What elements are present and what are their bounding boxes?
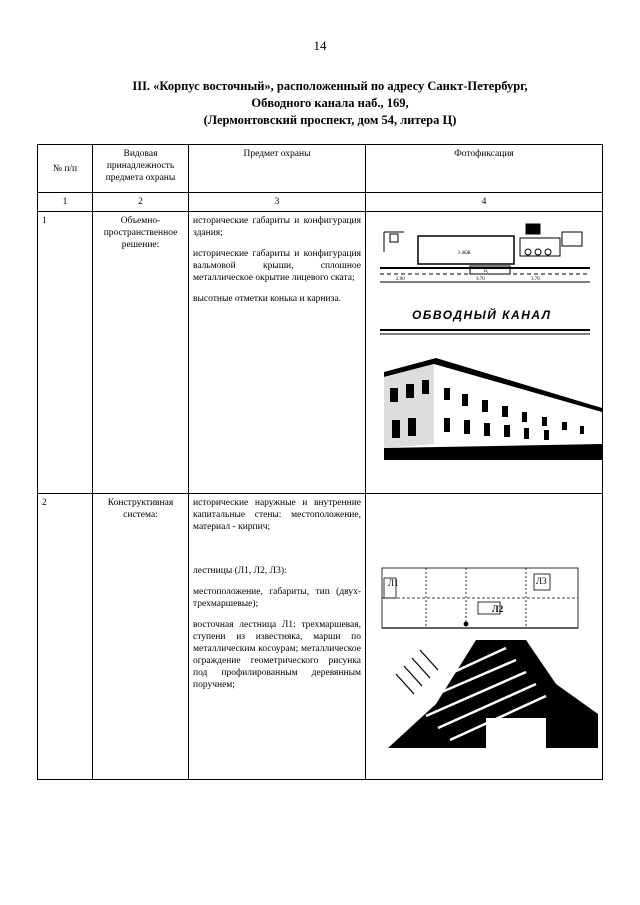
col-number: 2 bbox=[93, 193, 189, 212]
svg-text:2.90: 2.90 bbox=[396, 277, 405, 282]
row-type: Конструктивная система: bbox=[93, 494, 189, 780]
row-photo bbox=[366, 494, 603, 780]
subject-item: исторические габариты и конфигурация вальмовой крыши, сплошное металлическое окрытие лицевого ската; bbox=[193, 249, 361, 283]
heading-line-3: (Лермонтовский проспект, дом 54, литера Ц) bbox=[203, 113, 457, 127]
svg-text:Ц: Ц bbox=[484, 269, 488, 274]
stair-label: Л3 bbox=[536, 576, 547, 586]
subject-item: исторические наружные и внутренние капитальные стены: местоположение, материал - кирпич; bbox=[193, 498, 361, 532]
table-row bbox=[38, 212, 603, 494]
column-number-row bbox=[38, 193, 603, 212]
canal-label: ОБВОДНЫЙ КАНАЛ bbox=[412, 308, 552, 322]
svg-text:3.70: 3.70 bbox=[531, 277, 540, 282]
document-heading bbox=[60, 78, 600, 129]
header-photo: Фотофиксация bbox=[366, 145, 603, 193]
header-num: № п/п bbox=[38, 145, 93, 193]
row-number: 2 bbox=[38, 494, 93, 780]
subject-item: высотные отметки конька и карниза. bbox=[193, 294, 341, 304]
svg-text:3 ЖЖ: 3 ЖЖ bbox=[458, 251, 471, 256]
table-row bbox=[38, 494, 603, 780]
site-plan-and-facade-photo bbox=[366, 212, 602, 492]
subject-item: восточная лестница Л1: трехмаршевая, ступени из известняка, марши по металлическим косоурам; металлическое ограждение геометрического рисунка под профилированным деревянным поручнем; bbox=[193, 620, 361, 690]
col-number: 4 bbox=[366, 193, 603, 212]
floor-plan-and-stair-photo bbox=[366, 494, 602, 778]
floor-plan-image bbox=[382, 568, 578, 628]
heading-line-1: III. «Корпус восточный», расположенный по адресу Санкт-Петербург, bbox=[132, 79, 528, 93]
row-photo bbox=[366, 212, 603, 494]
stair-label: Л2 bbox=[492, 604, 504, 614]
header-subject: Предмет охраны bbox=[189, 145, 366, 193]
header-type: Видовая принадлежность предмета охраны bbox=[93, 145, 189, 193]
subject-item: исторические габариты и конфигурация здания; bbox=[193, 216, 361, 238]
subject-item: лестницы (Л1, Л2, Л3): bbox=[193, 566, 287, 576]
page-number: 14 bbox=[313, 38, 327, 53]
heading-line-2: Обводного канала наб., 169, bbox=[251, 96, 409, 110]
row-subject bbox=[189, 494, 366, 780]
facade-photo bbox=[384, 348, 602, 460]
stair-label: Л1 bbox=[388, 578, 399, 588]
col-number: 1 bbox=[38, 193, 93, 212]
row-number: 1 bbox=[38, 212, 93, 494]
row-subject bbox=[189, 212, 366, 494]
table-header-row bbox=[38, 145, 603, 193]
protection-subject-table bbox=[37, 144, 603, 780]
col-number: 3 bbox=[189, 193, 366, 212]
subject-item: местоположение, габариты, тип (двух-трехмаршевые); bbox=[193, 587, 361, 609]
site-plan-image bbox=[380, 224, 590, 296]
svg-text:3.70: 3.70 bbox=[476, 277, 485, 282]
staircase-photo bbox=[388, 640, 598, 748]
row-type: Объемно-пространственное решение: bbox=[93, 212, 189, 494]
